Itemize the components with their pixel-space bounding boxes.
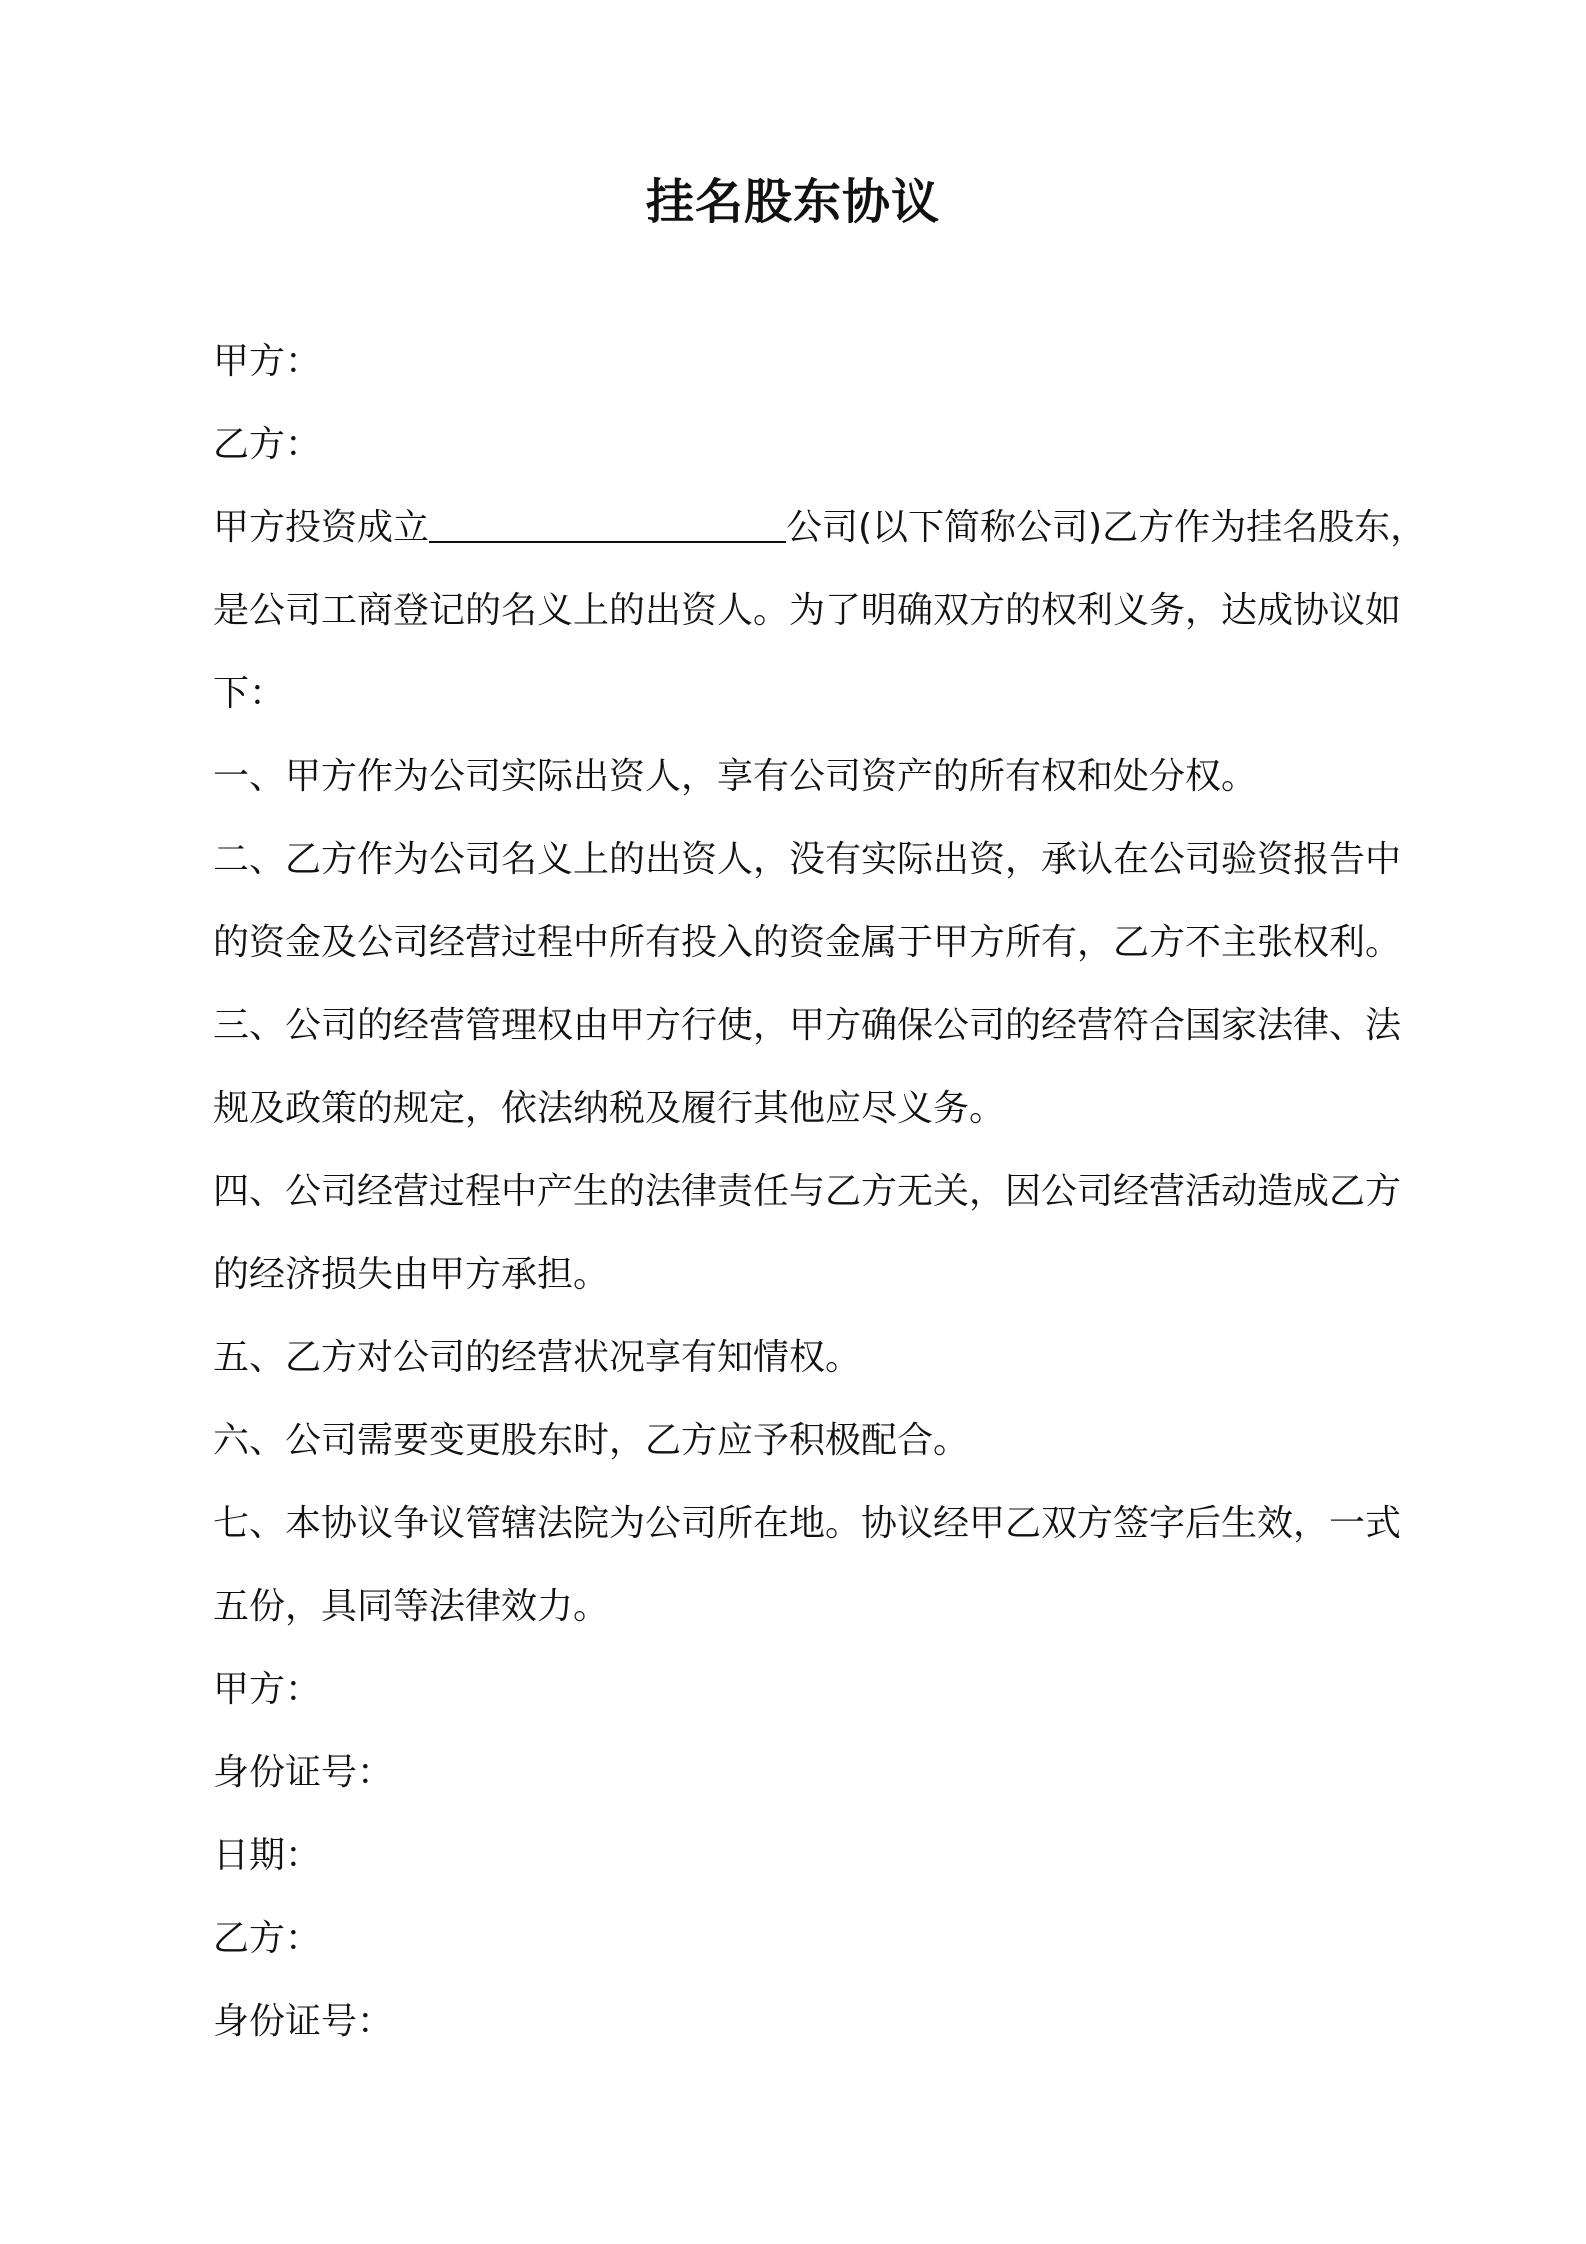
clause-4-line-2: 的经济损失由甲方承担。	[213, 1254, 610, 1295]
party-b-label: 乙方：	[213, 424, 322, 465]
clause-3-line-2: 规及政策的规定，依法纳税及履行其他应尽义务。	[213, 1088, 1006, 1129]
document-body	[213, 320, 1443, 2063]
signature-party-a-id: 身份证号：	[213, 1752, 394, 1793]
intro-line-1	[213, 486, 1443, 569]
clause-3-line-1: 三、公司的经营管理权由甲方行使，甲方确保公司的经营符合国家法律、法	[213, 1005, 1402, 1046]
clause-4-line-1: 四、公司经营过程中产生的法律责任与乙方无关，因公司经营活动造成乙方	[213, 1171, 1402, 1212]
signature-party-b-id: 身份证号：	[213, 2001, 394, 2042]
intro-line-3: 下：	[213, 673, 286, 714]
clause-2-line-1: 二、乙方作为公司名义上的出资人，没有实际出资，承认在公司验资报告中	[213, 839, 1402, 880]
signature-party-b: 乙方：	[213, 1918, 322, 1959]
clause-7-line-1: 七、本协议争议管辖法院为公司所在地。协议经甲乙双方签字后生效，一式	[213, 1503, 1402, 1544]
intro-line-2: 是公司工商登记的名义上的出资人。为了明确双方的权利义务，达成协议如	[213, 590, 1402, 631]
company-name-blank	[429, 505, 786, 543]
signature-party-a-date: 日期：	[213, 1835, 322, 1876]
document-title: 挂名股东协议	[645, 174, 940, 230]
clause-5-line-1: 五、乙方对公司的经营状况享有知情权。	[213, 1337, 862, 1378]
intro-before-blank: 甲方投资成立	[213, 507, 430, 548]
clause-7-line-2: 五份，具同等法律效力。	[213, 1586, 610, 1627]
intro-after-blank: 公司(以下简称公司)乙方作为挂名股东，	[786, 507, 1427, 548]
party-a-label: 甲方：	[213, 341, 322, 382]
clause-2-line-2: 的资金及公司经营过程中所有投入的资金属于甲方所有，乙方不主张权利。	[213, 922, 1402, 963]
clause-1-line-1: 一、甲方作为公司实际出资人，享有公司资产的所有权和处分权。	[213, 756, 1258, 797]
clause-6-line-1: 六、公司需要变更股东时，乙方应予积极配合。	[213, 1420, 970, 1461]
signature-party-a: 甲方：	[213, 1669, 322, 1710]
